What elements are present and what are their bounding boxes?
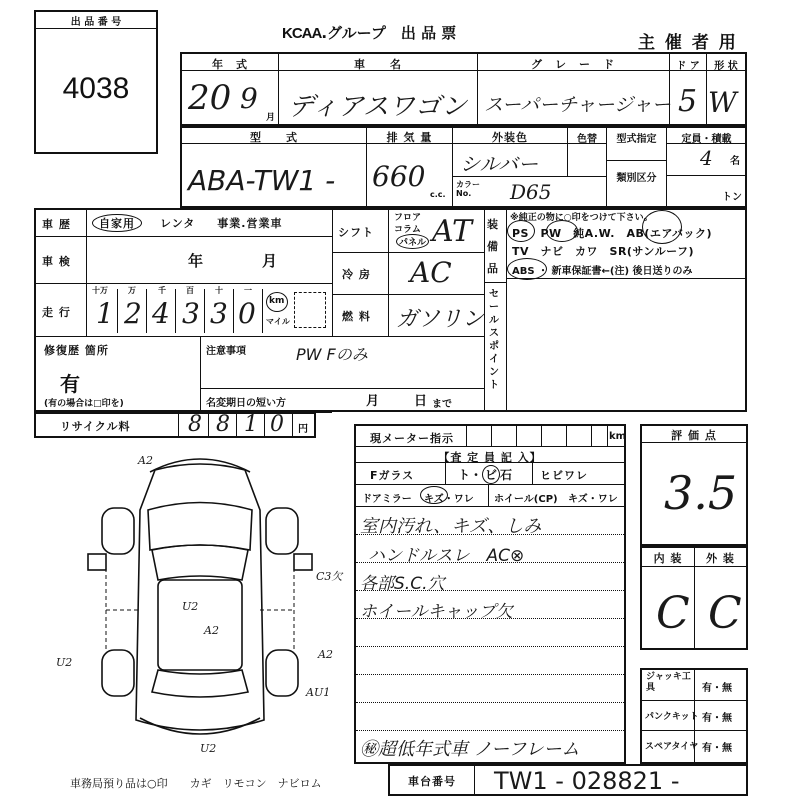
- mileage-digits: [88, 285, 264, 335]
- mileage-digit-2: 2: [124, 297, 142, 330]
- mileage-mile: マイル: [266, 317, 290, 326]
- wheel-options: キズ・ワレ: [568, 494, 618, 505]
- front-bumper: [150, 459, 250, 472]
- meter-label: 現メーター指示: [370, 432, 454, 445]
- capacity-unit: 名: [730, 156, 740, 167]
- brand-logo: KCAA: [282, 25, 322, 42]
- lot-number: 4038: [62, 72, 130, 105]
- rear-window: [152, 670, 248, 697]
- equipment-line-3: ABS ・ 新車保証書←(注) 後日送りのみ: [512, 266, 693, 277]
- usage-options: [92, 214, 282, 232]
- mileage-unit-100k: 十万: [92, 286, 108, 295]
- category-label: 類別区分: [616, 173, 657, 184]
- form-title-text: .グループ 出 品 票: [321, 24, 457, 42]
- month-value: 9: [240, 82, 258, 115]
- glass-stone-to: ト: [458, 468, 471, 482]
- puncture-label: パンクキット: [645, 712, 699, 722]
- color-change-label: 色替: [577, 134, 597, 145]
- body-label: 形 状: [714, 61, 738, 72]
- sales-point-label: セールスポイント: [489, 289, 499, 391]
- jack-label: ジャッキ工具: [646, 672, 691, 693]
- door-value: 5: [678, 84, 698, 119]
- displacement-value: 660: [372, 160, 426, 193]
- shift-floor: フロア: [394, 213, 422, 223]
- transfer-label: 名変期日の短い方: [206, 398, 286, 409]
- designation-label: 型式指定: [616, 134, 657, 145]
- chassis-value: TW1 - 028821 -: [494, 767, 680, 795]
- mileage-unit-1: 一: [244, 286, 252, 295]
- inspector-label: 【査 定 員 記 入】: [438, 451, 542, 464]
- score-label: 評 価 点: [671, 429, 717, 442]
- inspection-label: 車 検: [42, 255, 71, 268]
- note-line-2: ハンドルスレ AC⊗: [368, 546, 525, 566]
- car-name-label: 車 名: [354, 58, 402, 71]
- fuel-value: ガソリン: [396, 307, 485, 332]
- note-line-1: 室内汚れ、キズ、しみ: [360, 516, 542, 537]
- hood: [148, 503, 252, 551]
- shift-panel: パネル: [396, 234, 429, 249]
- jack-value: 有・無: [702, 683, 732, 694]
- mileage-label: 走 行: [42, 306, 71, 319]
- equipment-label: 装 備 品: [487, 218, 499, 275]
- mileage-km: km: [269, 296, 285, 306]
- aircon-value: AC: [410, 256, 452, 289]
- body-value: W: [708, 86, 737, 119]
- mileage-unit-100: 百: [186, 286, 194, 295]
- capacity-value: 4: [700, 146, 713, 170]
- usage-rental: レンタ: [160, 217, 196, 230]
- exterior-label: 外 装: [706, 552, 735, 565]
- equipment-line-2: TV ナビ カワ SR(サンルーフ): [512, 245, 695, 258]
- glass-label: Fガラス: [370, 469, 415, 482]
- wheel-front-right: [266, 508, 298, 554]
- wheel-label: ホイール(CP): [494, 494, 558, 505]
- exterior-color-label: 外装色: [492, 131, 528, 144]
- equipment-note: ※純正の物に○印をつけて下さい。: [510, 213, 653, 223]
- grade-label: グ レ ー ド: [531, 58, 615, 71]
- mirror-left: [88, 554, 106, 570]
- fuel-label: 燃 料: [342, 310, 371, 323]
- glass-options: ト・ ビ 石: [458, 465, 512, 484]
- model-label: 型 式: [250, 131, 298, 144]
- damage-mark-roof: U2: [182, 600, 199, 613]
- capacity-label: 定員・積載: [681, 134, 732, 145]
- spare-label: スペアタイヤ: [645, 742, 699, 752]
- mirror-label: ドアミラー: [362, 494, 412, 505]
- shift-value: AT: [432, 214, 473, 249]
- damage-mark-left-body: A2: [204, 624, 219, 637]
- score-value: 3.5: [664, 466, 738, 520]
- color-number-value: D65: [510, 180, 552, 204]
- wheel-front-left: [102, 508, 134, 554]
- wheel-rear-left: [102, 650, 134, 696]
- model-value: ABA-TW1 -: [188, 164, 336, 197]
- recycle-digit-4: 0: [270, 412, 284, 437]
- aircon-label: 冷 房: [342, 268, 371, 281]
- spare-value: 有・無: [702, 743, 732, 754]
- recycle-digit-3: 1: [244, 412, 258, 437]
- glass-stone-ishi: 石: [500, 468, 513, 482]
- displacement-label: 排 気 量: [386, 131, 433, 144]
- damage-mark-right-wheel: A2: [318, 648, 333, 661]
- form-title: [282, 22, 456, 43]
- notice-label: 注意事項: [206, 346, 246, 357]
- pw-circle: [546, 220, 578, 242]
- puncture-value: 有・無: [702, 713, 732, 724]
- usage-label: 車 歴: [42, 218, 71, 231]
- mileage-digit-3: 4: [152, 297, 170, 330]
- copy-label: 主 催 者 用: [638, 33, 738, 53]
- mileage-unit-10: 十: [215, 286, 223, 295]
- repair-note: (有の場合は□印を): [44, 399, 124, 409]
- repair-label: 修復歴 箇所: [44, 344, 109, 357]
- mirror-options: キズ・ワレ: [424, 494, 474, 505]
- car-damage-diagram: [56, 450, 343, 760]
- keys-note: 車務局預り品は○印 カギ リモコン ナビロム: [70, 777, 322, 790]
- ps-circle: [507, 220, 535, 242]
- transfer-month: 月: [366, 394, 380, 409]
- damage-mark-rear: U2: [200, 742, 217, 755]
- grade-value: スーパーチャージャー: [484, 94, 671, 116]
- exterior-color-value: シルバー: [460, 152, 539, 176]
- inspection-month: 月: [262, 252, 278, 270]
- rear-bumper: [140, 718, 260, 734]
- glass-crack: ヒビワレ: [540, 469, 588, 482]
- car-name-value: ディアスワゴン: [288, 92, 467, 122]
- interior-value: C: [656, 588, 690, 639]
- chassis-label: 車台番号: [408, 775, 456, 788]
- mileage-digit-4: 3: [182, 297, 200, 330]
- recycle-digit-2: 8: [216, 412, 230, 437]
- year-label: 年 式: [212, 58, 248, 71]
- displacement-unit: c.c.: [430, 190, 446, 199]
- recycle-unit: 円: [298, 424, 308, 435]
- exterior-value: C: [708, 588, 742, 639]
- glass-opt-bi: ビ: [482, 465, 500, 484]
- usage-private: 自家用: [92, 214, 142, 232]
- door-label: ド ア: [676, 61, 700, 72]
- abs-circle: [507, 258, 547, 280]
- equipment-line-1: PS PW 純A.W. AB(エアバック): [512, 227, 713, 240]
- roof: [158, 580, 242, 670]
- mirror-scratch-circle: [420, 486, 448, 504]
- damage-mark-rear-right: AU1: [306, 686, 331, 699]
- shift-column: コラム: [394, 225, 421, 235]
- note-line-5: ㊙超低年式車 ノーフレーム: [360, 739, 580, 760]
- notice-value: PW Fのみ: [296, 345, 368, 364]
- ab-circle: [642, 210, 682, 244]
- damage-mark-left-wheel: U2: [56, 656, 73, 669]
- transfer-day: 日: [414, 394, 428, 409]
- shift-label: シフト: [338, 226, 374, 239]
- mileage-km-box: [294, 292, 326, 328]
- usage-business: 事業.営業車: [217, 217, 283, 230]
- mileage-digit-1: 1: [96, 297, 114, 330]
- month-suffix: 月: [266, 113, 276, 123]
- load-unit: トン: [722, 192, 742, 203]
- mileage-digit-5: 3: [210, 297, 228, 330]
- note-line-3: 各部S.C.穴: [360, 574, 445, 594]
- damage-mark-right-door: C3欠: [316, 570, 343, 583]
- mileage-unit-10k: 万: [128, 286, 136, 295]
- recycle-digits: [180, 414, 296, 436]
- mileage-unit-1k: 千: [158, 286, 166, 295]
- year-value: 20: [188, 78, 232, 118]
- wheel-rear-right: [266, 650, 298, 696]
- interior-label: 内 装: [653, 552, 683, 565]
- transfer-suffix: まで: [432, 399, 452, 410]
- recycle-label: リサイクル料: [60, 420, 131, 433]
- car-outline: [136, 464, 264, 730]
- mileage-digit-6: 0: [238, 297, 256, 330]
- windshield: [152, 545, 248, 580]
- note-line-4: ホイールキャップ欠: [360, 602, 513, 622]
- color-number-label: カラー No.: [456, 180, 480, 198]
- damage-mark-front: A2: [138, 454, 153, 467]
- meter-unit: km: [609, 431, 627, 442]
- lot-number-label: 出 品 番 号: [70, 17, 122, 28]
- inspection-year: 年: [188, 252, 204, 270]
- recycle-digit-1: 8: [188, 412, 202, 437]
- repair-value: 有: [60, 372, 80, 396]
- mirror-right: [294, 554, 312, 570]
